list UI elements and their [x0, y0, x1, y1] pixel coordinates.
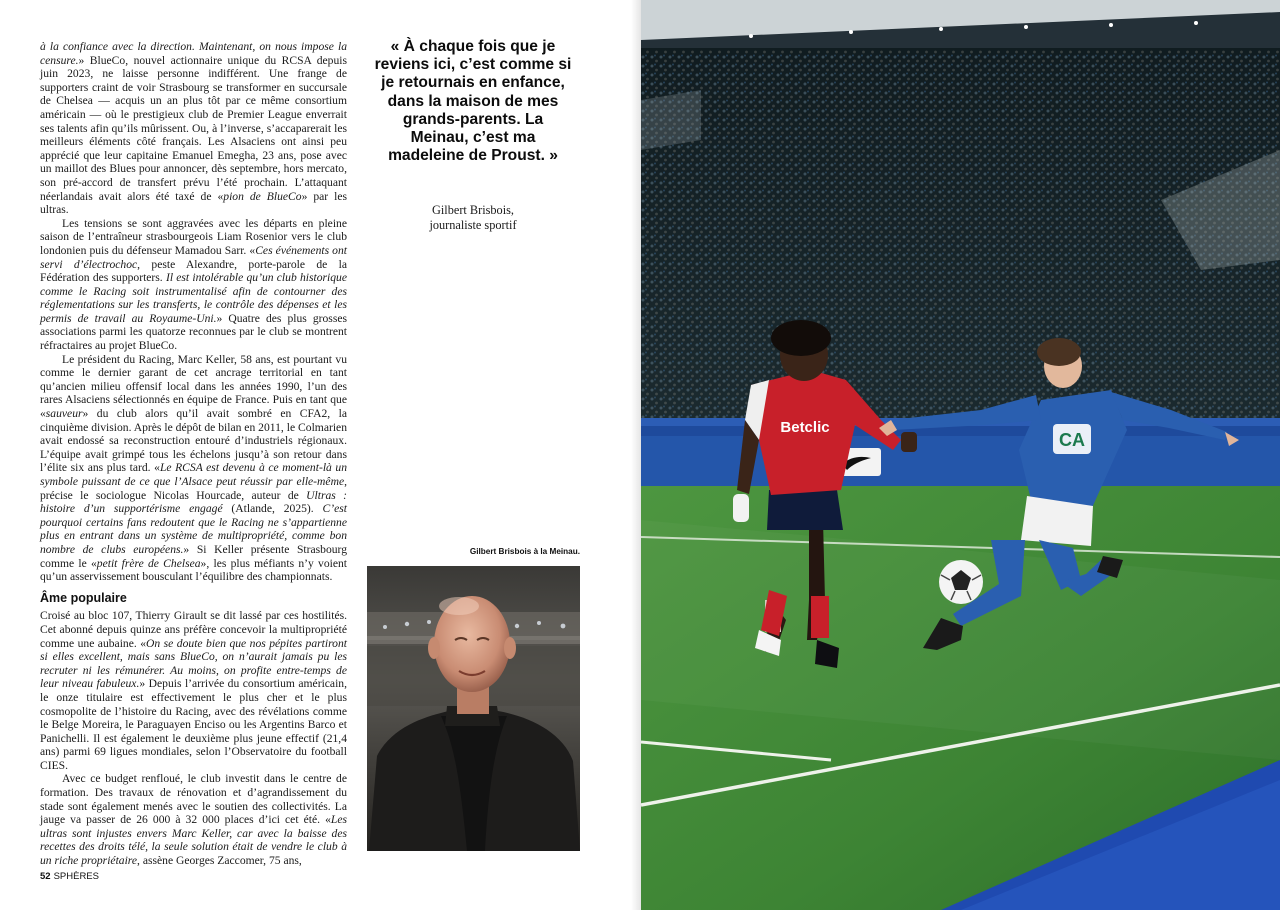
article-paragraphs-part-2 — [40, 609, 347, 867]
quote-run: pion de BlueCo — [223, 189, 302, 203]
text-run: » Depuis l’arrivée du consortium américain, le onze titulaire est effectivement le plus cher et le plus cosmopolite de l’histoire du Racing, avec des révélations comme le Belge Moreira, le Paraguayen Enciso ou les Argentins Barco et Panichelli. Il est également le deuxième plus jeune effectif (21,4 ans) parmi 69 ligues mondiales, selon l’Observatoire du football CIES. — [40, 677, 347, 772]
quote-run: Les ultras sont injustes envers Marc Keller, car avec la baisse des recettes des droits télé, la seule solution était de vendre le club à un riche propriétaire — [40, 813, 347, 868]
quote-run: C’est pourquoi certains fans redoutent que le Racing ne s’appartienne plus en entrant dans un système de multipropriété, comme bon nombre de clubs européens. — [40, 502, 348, 556]
article-paragraph — [40, 353, 347, 584]
quote-run: petit frère de Chelsea — [96, 556, 201, 570]
text-run: » Si Keller présente Strasbourg comme le « — [40, 542, 347, 570]
quote-run: à la confiance avec la direction. Maintenant, on nous impose la censure. — [40, 40, 347, 67]
magazine-name: SPHÈRES — [53, 871, 99, 882]
quote-author-role: journaliste sportif — [429, 218, 517, 232]
article-body — [40, 40, 347, 868]
quote-run: Ces événements ont servi d’électrochoc — [40, 243, 347, 271]
folio — [40, 871, 99, 882]
quote-run: On se doute bien que nos pépites partiront si elles excellent, mais sans BlueCo, on n’aurait jamais pu les recruter ni les rémunérer. Au moins, on profite entre-temps de leur niveau fabuleux. — [40, 636, 347, 691]
article-paragraphs-part-1 — [40, 40, 347, 584]
shirt-badge-text: CA — [1059, 430, 1085, 450]
section-subheading: Âme populaire — [40, 590, 127, 605]
quote-run: Ultras : histoire d’un supportérisme engagé — [40, 488, 348, 516]
text-run: » par les ultras. — [40, 189, 347, 217]
text-run: (Atlande, 2025). — [222, 502, 323, 516]
text-run: Avec ce budget renfloué, le club investit dans le centre de formation. Des travaux de rénovation et d’agrandissement du stade sont également menés avec le soutien des collectivités. La jauge va passer de 26 000 à 32 000 places d’ici cet été. « — [40, 772, 347, 827]
text-run: , assène Georges Zaccomer, 75 ans, — [137, 854, 302, 868]
text-run: » du club alors qu’il avait sombré en CFA2, la cinquième division. Après le dépôt de bilan en 2011, le Colmarien avait endossé sa reconstruction entouré d’industriels régionaux. L’équipe avait grimpé tous les échelons jusqu’à son retour dans l’élite six ans plus tard. « — [40, 407, 347, 475]
portrait-photo — [367, 566, 580, 851]
football-ball — [939, 560, 983, 604]
pull-quote-author — [372, 203, 574, 233]
text-run: » BlueCo, nouvel actionnaire unique du RCSA depuis juin 2023, ne laisse personne indifférent. Une frange de supporters craint de voir Strasbourg se transformer en succursale de Chelsea — acquis un an plus tôt par ce même consortium américain — où le prestigieux club de Premier League enverrait ses talents afin qu’ils mûrissent. Ou, à l’inverse, s’accaparerait les meilleurs éléments côté français. Les Alsaciens ont ainsi peu apprécié que leur capitaine Emanuel Emegha, 23 ans, pose avec un maillot des Blues pour annoncer, dès septembre, hors mercato, son pré-accord de transfert prévu l’été prochain. L’attaquant néerlandais avait alors été taxé de « — [40, 53, 347, 203]
article-paragraph — [40, 217, 347, 353]
text-run: » Quatre des plus grosses associations parmi les quatorze reconnues par le club se montrent réfractaires au projet BlueCo. — [40, 311, 347, 353]
quote-run: Le RCSA est devenu à ce moment-là un symbole puissant de ce que l’Alsace peut réussir par elle-même — [40, 461, 347, 488]
pull-quote: « À chaque fois que je reviens ici, c’est comme si je retournais en enfance, dans la maison de mes grands-parents. La Meinau, c’est ma madeleine de Proust. » — [374, 38, 572, 165]
sponsor-logo-text: Betclic — [780, 419, 830, 436]
article-paragraph — [40, 772, 347, 867]
quote-run: Il est intolérable qu’un club historique comme le Racing soit instrumentalisé afin de contourner des réglementations sur les transferts, le contrôle des dépenses et les permis de travail au Royaume-Uni. — [40, 271, 348, 325]
article-paragraph — [40, 609, 347, 772]
text-run: », les plus méfiants n’y voient qu’un asservissement bousculant l’équilibre des championnats. — [40, 556, 348, 584]
article-paragraph — [40, 40, 347, 217]
quote-run: sauveur — [45, 407, 83, 421]
quote-author-name: Gilbert Brisbois, — [432, 203, 514, 217]
text-run: Les tensions se sont aggravées avec les départs en pleine saison de l’entraîneur strasbourgeois Liam Rosenior vers le club londonien puis du défenseur Mamadou Sarr. « — [40, 216, 347, 257]
text-run: , précise le sociologue Nicolas Hourcade, auteur de — [40, 475, 347, 502]
gutter-shadow — [631, 0, 641, 910]
text-run: Croisé au bloc 107, Thierry Girault se dit lassé par ces hostilités. Cet abonné depuis quinze ans préfère concevoir la multipropriété comme une aubaine. « — [40, 609, 347, 650]
photo-caption: Gilbert Brisbois à la Meinau. — [469, 547, 580, 556]
text-run: , peste Alexandre, porte-parole de la Fédération des supporters. — [40, 257, 347, 285]
football-match-photo — [641, 0, 1280, 910]
page-number: 52 — [40, 871, 51, 882]
text-run: Le président du Racing, Marc Keller, 58 ans, est pourtant vu comme le dernier garant de cet ancrage territorial en tant qu’ancien milieu offensif local dans les années 1990, l’un des rares Alsaciens sélectionnés en équipe de France. Puis en tant que « — [40, 352, 347, 421]
